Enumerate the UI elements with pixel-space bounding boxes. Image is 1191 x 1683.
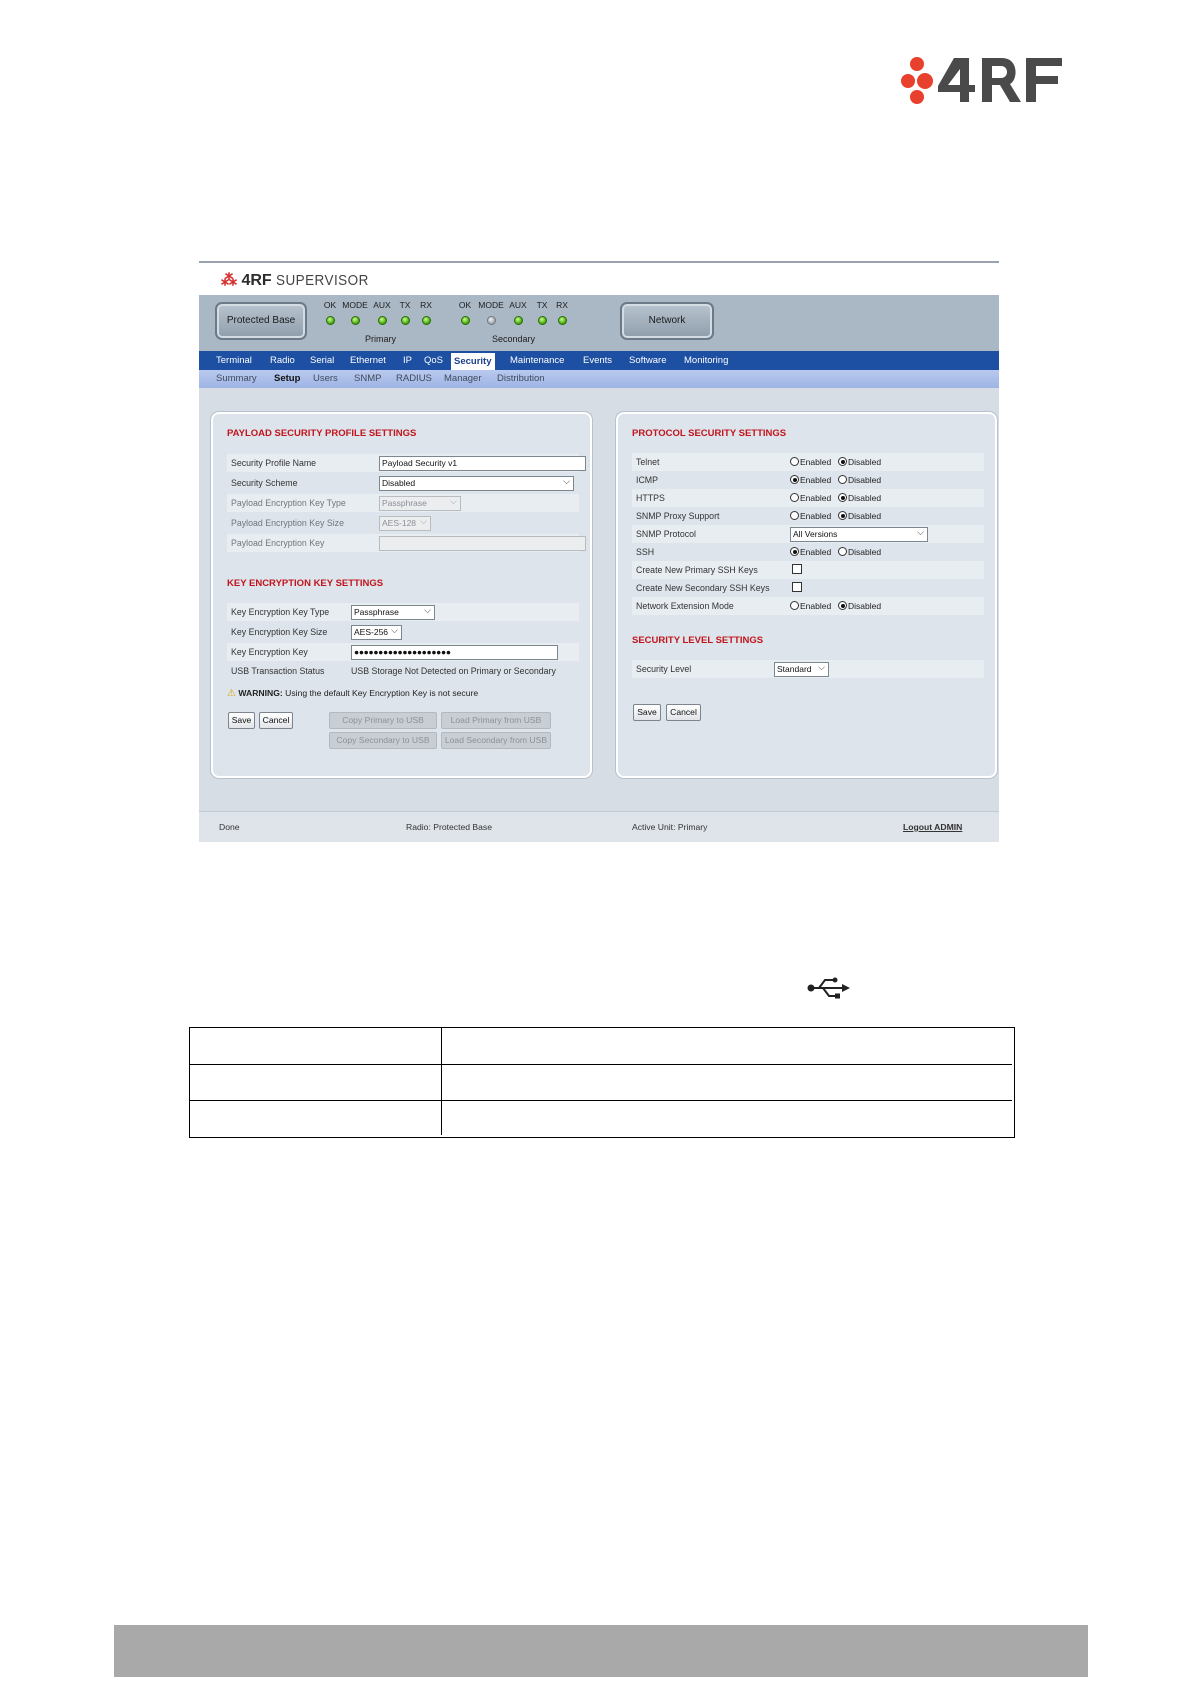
- row-telnet: Telnet Enabled Disabled: [632, 453, 984, 471]
- row-https: HTTPS Enabled Disabled: [632, 489, 984, 507]
- kek-section-title: KEY ENCRYPTION KEY SETTINGS: [227, 578, 384, 589]
- footer-radio: Radio: Protected Base: [406, 822, 492, 832]
- icmp-enabled-radio[interactable]: Enabled: [790, 471, 831, 489]
- snmp-proxy-enabled-radio[interactable]: Enabled: [790, 507, 831, 525]
- load-primary-usb-button[interactable]: Load Primary from USB: [441, 712, 551, 729]
- led-secondary-ok: OK: [452, 300, 478, 325]
- row-security-scheme: Security Scheme Disabled ⌵: [227, 474, 579, 492]
- sub-menu: [199, 370, 999, 388]
- new-primary-ssh-checkbox[interactable]: [792, 564, 802, 574]
- submenu-users[interactable]: Users: [313, 373, 338, 384]
- telnet-disabled-radio[interactable]: Disabled: [838, 453, 881, 471]
- status-bar: [199, 295, 999, 351]
- telnet-enabled-radio[interactable]: Enabled: [790, 453, 831, 471]
- menu-radio[interactable]: Radio: [270, 355, 295, 366]
- led-primary-ok: OK: [317, 300, 343, 325]
- row-payload-key-size: Payload Encryption Key Size AES-128 ⌵: [227, 514, 579, 532]
- ssh-disabled-radio[interactable]: Disabled: [838, 543, 881, 561]
- usb-status-value: USB Storage Not Detected on Primary or Secondary: [351, 666, 556, 676]
- menu-security[interactable]: Security: [451, 353, 495, 370]
- row-new-primary-ssh: Create New Primary SSH Keys: [632, 561, 984, 579]
- kek-key-input[interactable]: ●●●●●●●●●●●●●●●●●●●●: [351, 645, 558, 660]
- row-usb-status: USB Transaction Status USB Storage Not Detected on Primary or Secondary: [227, 662, 579, 680]
- kek-cancel-button[interactable]: Cancel: [259, 712, 293, 729]
- security-scheme-select[interactable]: Disabled ⌵: [379, 476, 574, 491]
- protocol-section-title: PROTOCOL SECURITY SETTINGS: [632, 428, 787, 439]
- row-security-level: Security Level Standard ⌵: [632, 660, 984, 678]
- kek-size-select[interactable]: AES-256 ⌵: [351, 625, 402, 640]
- protocol-cancel-button[interactable]: Cancel: [666, 704, 701, 721]
- primary-leds: [317, 300, 447, 348]
- table-row-divider: [190, 1064, 1012, 1065]
- payload-key-size-select[interactable]: AES-128 ⌵: [379, 516, 431, 531]
- snmp-proxy-disabled-radio[interactable]: Disabled: [838, 507, 881, 525]
- payload-section-title: PAYLOAD SECURITY PROFILE SETTINGS: [227, 428, 417, 439]
- protocol-security-panel: [616, 412, 997, 778]
- secondary-caption: Secondary: [492, 334, 536, 344]
- protected-base-button[interactable]: Protected Base: [215, 302, 307, 340]
- kek-warning: ⚠ WARNING: Using the default Key Encryption Key is not secure: [227, 688, 479, 699]
- warning-icon: ⚠: [227, 688, 236, 699]
- menu-serial[interactable]: Serial: [310, 355, 335, 366]
- info-table: [189, 1027, 1015, 1138]
- submenu-snmp[interactable]: SNMP: [354, 373, 382, 384]
- row-snmp-proxy: SNMP Proxy Support Enabled Disabled: [632, 507, 984, 525]
- load-secondary-usb-button[interactable]: Load Secondary from USB: [441, 732, 551, 749]
- menu-terminal[interactable]: Terminal: [216, 355, 252, 366]
- protocol-save-button[interactable]: Save: [633, 704, 661, 721]
- kek-type-select[interactable]: Passphrase ⌵: [351, 605, 435, 620]
- menu-ip[interactable]: IP: [403, 355, 412, 366]
- copy-primary-usb-button[interactable]: Copy Primary to USB: [329, 712, 437, 729]
- supervisor-header: [199, 263, 999, 295]
- submenu-setup[interactable]: Setup: [274, 373, 301, 384]
- ssh-enabled-radio[interactable]: Enabled: [790, 543, 831, 561]
- logout-link[interactable]: Logout ADMIN: [903, 822, 963, 832]
- usb-icon: [806, 976, 850, 1000]
- primary-caption: Primary: [365, 334, 396, 344]
- table-row-divider: [190, 1100, 1012, 1101]
- led-secondary-aux: AUX: [505, 300, 531, 325]
- row-ssh: SSH Enabled Disabled: [632, 543, 984, 561]
- icmp-disabled-radio[interactable]: Disabled: [838, 471, 881, 489]
- network-button[interactable]: Network: [620, 302, 714, 340]
- net-ext-disabled-radio[interactable]: Disabled: [838, 597, 881, 615]
- footer-status: Done: [219, 822, 240, 832]
- copy-secondary-usb-button[interactable]: Copy Secondary to USB: [329, 732, 437, 749]
- row-network-extension: Network Extension Mode Enabled Disabled: [632, 597, 984, 615]
- page-footer-bar: [114, 1625, 1088, 1677]
- row-kek-type: Key Encryption Key Type Passphrase ⌵: [227, 603, 579, 621]
- net-ext-enabled-radio[interactable]: Enabled: [790, 597, 831, 615]
- led-primary-rx: RX: [413, 300, 439, 325]
- supervisor-window: [199, 261, 999, 842]
- security-level-select[interactable]: Standard ⌵: [774, 662, 829, 677]
- new-secondary-ssh-checkbox[interactable]: [792, 582, 802, 592]
- row-payload-key: Payload Encryption Key: [227, 534, 579, 552]
- row-payload-key-type: Payload Encryption Key Type Passphrase ⌵: [227, 494, 579, 512]
- payload-key-type-select[interactable]: Passphrase ⌵: [379, 496, 461, 511]
- row-kek-key: Key Encryption Key ●●●●●●●●●●●●●●●●●●●●: [227, 643, 579, 661]
- https-enabled-radio[interactable]: Enabled: [790, 489, 831, 507]
- footer-active-unit: Active Unit: Primary: [632, 822, 708, 832]
- menu-qos[interactable]: QoS: [424, 355, 444, 366]
- submenu-manager[interactable]: Manager: [444, 373, 482, 384]
- brand-logo: [900, 52, 1072, 108]
- status-footer: [199, 811, 999, 842]
- led-primary-aux: AUX: [369, 300, 395, 325]
- table-column-divider: [441, 1028, 442, 1135]
- row-icmp: ICMP Enabled Disabled: [632, 471, 984, 489]
- payload-security-panel: [211, 412, 592, 778]
- row-new-secondary-ssh: Create New Secondary SSH Keys: [632, 579, 984, 597]
- submenu-distribution[interactable]: Distribution: [497, 373, 545, 384]
- kek-save-button[interactable]: Save: [228, 712, 255, 729]
- supervisor-logo: ⁂ 4RF SUPERVISOR: [221, 272, 369, 289]
- secondary-leds: [452, 300, 582, 348]
- row-profile-name: Security Profile Name Payload Security v1: [227, 454, 579, 472]
- row-kek-size: Key Encryption Key Size AES-256 ⌵: [227, 623, 579, 641]
- submenu-radius[interactable]: RADIUS: [396, 373, 432, 384]
- led-secondary-tx: TX: [529, 300, 555, 325]
- main-menu: [199, 351, 999, 370]
- menu-events[interactable]: Events: [583, 355, 613, 366]
- payload-key-input[interactable]: [379, 536, 586, 551]
- led-primary-mode: MODE: [342, 300, 368, 325]
- submenu-summary[interactable]: Summary: [216, 373, 257, 384]
- snmp-protocol-select[interactable]: All Versions ⌵: [790, 527, 928, 542]
- led-secondary-mode: MODE: [478, 300, 504, 325]
- menu-maintenance[interactable]: Maintenance: [510, 355, 565, 366]
- https-disabled-radio[interactable]: Disabled: [838, 489, 881, 507]
- profile-name-input[interactable]: Payload Security v1: [379, 456, 586, 471]
- security-level-title: SECURITY LEVEL SETTINGS: [632, 635, 764, 646]
- row-snmp-protocol: SNMP Protocol All Versions ⌵: [632, 525, 984, 543]
- menu-software[interactable]: Software: [629, 355, 667, 366]
- menu-ethernet[interactable]: Ethernet: [350, 355, 386, 366]
- menu-monitoring[interactable]: Monitoring: [684, 355, 729, 366]
- logo-dots-icon: ⁂: [221, 272, 237, 289]
- led-secondary-rx: RX: [549, 300, 575, 325]
- led-primary-tx: TX: [392, 300, 418, 325]
